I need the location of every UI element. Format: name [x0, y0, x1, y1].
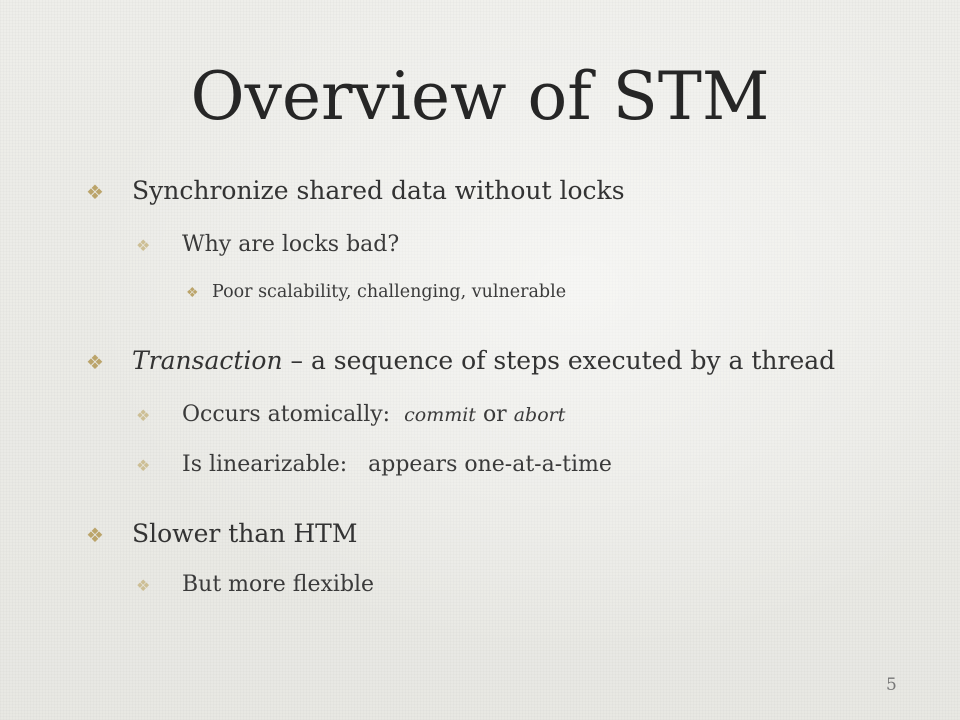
- bullet-diamond-icon: ❖: [86, 350, 104, 374]
- transaction-term: Transaction: [132, 346, 283, 375]
- bullet-text: Synchronize shared data without locks: [132, 176, 625, 205]
- bullet-synchronize: [86, 176, 625, 205]
- bullet-text: Why are locks bad?: [182, 232, 400, 257]
- bullet-diamond-icon: ❖: [86, 180, 104, 204]
- bullet-diamond-icon: ❖: [136, 236, 151, 255]
- bullet-text: Is linearizable: appears one-at-a-time: [182, 452, 612, 477]
- or-word: or: [482, 402, 507, 427]
- bullet-text: [132, 346, 835, 375]
- bullet-linearizable: [136, 452, 612, 477]
- bullet-why-locks-bad: [136, 232, 399, 257]
- page-number: 5: [886, 675, 897, 695]
- bullet-text: Slower than HTM: [132, 519, 358, 548]
- transaction-definition: – a sequence of steps executed by a thread: [282, 346, 836, 375]
- bullet-occurs-atomically: [136, 402, 565, 427]
- bullet-diamond-icon: ❖: [136, 456, 151, 475]
- bullet-slower-than-htm: [86, 519, 357, 548]
- slide-title: Overview of STM: [190, 58, 770, 135]
- bullet-text: [182, 402, 565, 427]
- bullet-more-flexible: [136, 572, 374, 597]
- bullet-transaction: [86, 346, 835, 375]
- bullet-text: But more flexible: [182, 572, 375, 597]
- bullet-diamond-icon: ❖: [186, 285, 199, 301]
- bullet-diamond-icon: ❖: [136, 406, 151, 425]
- bullet-text: Poor scalability, challenging, vulnerable: [212, 282, 567, 302]
- bullet-diamond-icon: ❖: [136, 576, 151, 595]
- bullet-poor-scalability: [186, 282, 566, 302]
- bullet-diamond-icon: ❖: [86, 523, 104, 547]
- atomic-prefix: Occurs atomically:: [182, 402, 391, 427]
- commit-term: commit: [404, 404, 476, 426]
- abort-term: abort: [513, 404, 566, 426]
